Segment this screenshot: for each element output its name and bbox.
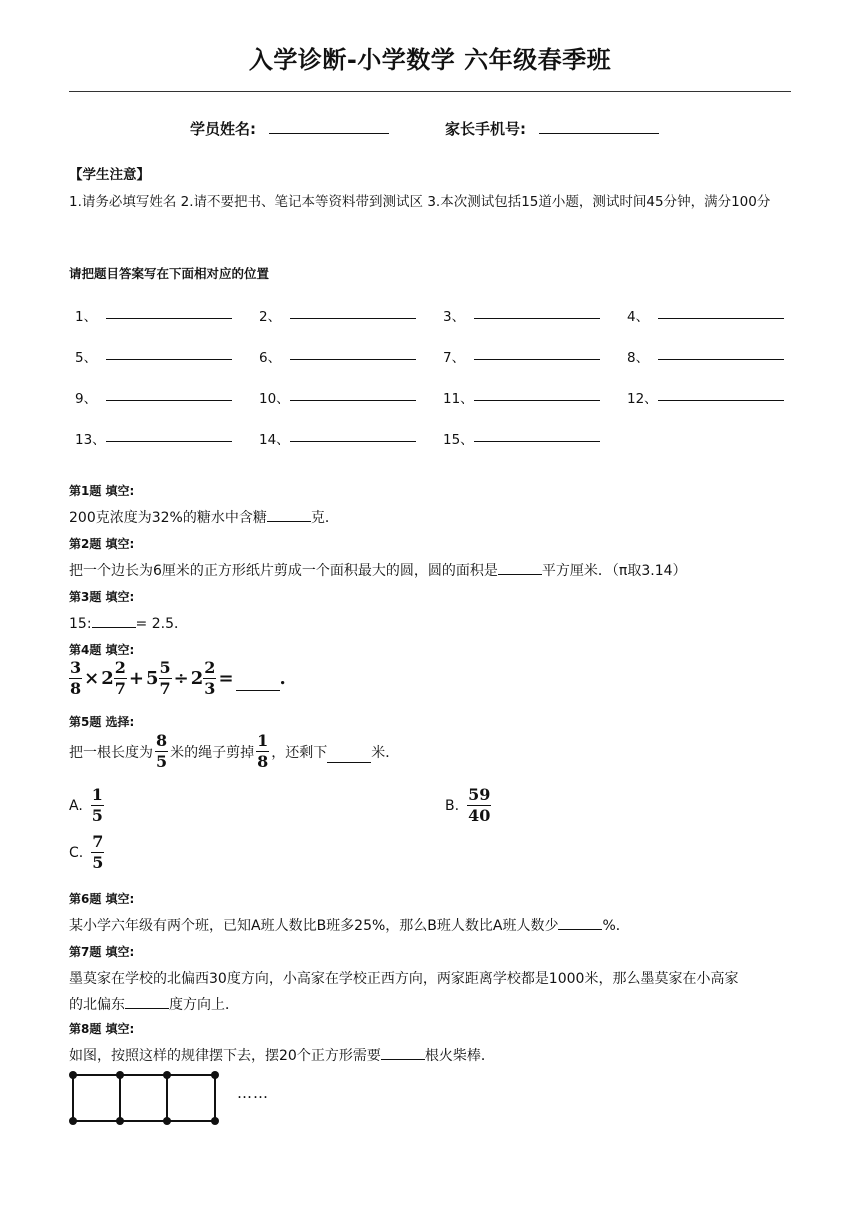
option-a[interactable] [69, 787, 104, 824]
parent-phone-field[interactable] [539, 117, 659, 134]
answer-blank[interactable] [106, 318, 232, 319]
page-title: 入学诊断-小学数学 六年级春季班 [248, 46, 612, 74]
question-text: 200克浓度为32%的糖水中含糖 [69, 510, 267, 526]
question-text: 把一个边长为6厘米的正方形纸片剪成一个面积最大的圆，圆的面积是 [69, 563, 498, 579]
fraction: $\frac{59}{40}$ [468, 785, 491, 825]
question-1-text [69, 507, 339, 527]
question-text: 平方厘米．（π取3.14） [541, 563, 687, 579]
question-2-text [69, 560, 687, 580]
question-3-heading: 第3题 填空: [69, 590, 135, 604]
question-text: = 2.5． [135, 616, 188, 632]
answer-blank[interactable] [106, 400, 232, 401]
matchstick-squares-figure [64, 1066, 234, 1130]
question-5-text [69, 733, 399, 770]
answer-blank[interactable] [474, 318, 600, 319]
question-7-line-2 [69, 994, 239, 1014]
answer-label: 3、 [443, 309, 466, 325]
answer-label: 9、 [75, 391, 98, 407]
answer-label: 4、 [627, 309, 650, 325]
question-text: %． [602, 918, 630, 934]
question-4-expression [69, 660, 286, 697]
fraction: $\frac{2}{7}$ [114, 658, 126, 698]
fraction: $\frac{1}{8}$ [257, 731, 269, 771]
question-5-heading: 第5题 选择: [69, 715, 135, 729]
equals-sign: = [218, 668, 234, 689]
fill-blank[interactable] [381, 1045, 425, 1060]
answer-label: 8、 [627, 350, 650, 366]
question-text: 15: [69, 616, 92, 632]
fill-blank[interactable] [236, 676, 280, 691]
question-8-heading: 第8题 填空: [69, 1022, 135, 1036]
question-text: ，还剩下 [271, 744, 328, 761]
answer-sheet-heading: 请把题目答案写在下面相对应的位置 [69, 266, 270, 281]
question-text: 根火柴棒． [424, 1048, 495, 1064]
fraction: $\frac{8}{5}$ [156, 731, 168, 771]
question-text: 克． [310, 510, 339, 526]
answer-blank[interactable] [106, 359, 232, 360]
plus-sign: + [128, 668, 144, 689]
answer-blank[interactable] [474, 441, 600, 442]
question-text: 米． [371, 744, 400, 761]
student-name-row [190, 117, 389, 139]
answer-label: 10、 [259, 391, 290, 407]
answer-blank[interactable] [658, 400, 784, 401]
answer-label: 15、 [443, 432, 474, 448]
question-4-heading: 第4题 填空: [69, 643, 135, 657]
title-divider [69, 91, 791, 92]
question-6-heading: 第6题 填空: [69, 892, 135, 906]
answer-blank[interactable] [290, 441, 416, 442]
option-label: C. [69, 844, 84, 861]
answer-label: 14、 [259, 432, 290, 448]
option-label: B. [445, 797, 460, 814]
answer-label: 11、 [443, 391, 474, 407]
continuation-dots: …… [237, 1084, 269, 1102]
fill-blank[interactable] [92, 613, 136, 628]
answer-label: 2、 [259, 309, 282, 325]
answer-label: 1、 [75, 309, 98, 325]
option-b[interactable] [445, 787, 491, 824]
fraction: $\frac{1}{5}$ [91, 785, 103, 825]
student-name-field[interactable] [269, 117, 389, 134]
whole-number: 5 [146, 668, 159, 689]
notice-heading: 【学生注意】 [69, 167, 150, 183]
answer-blank[interactable] [474, 400, 600, 401]
answer-label: 5、 [75, 350, 98, 366]
question-text: 度方向上． [169, 997, 239, 1013]
answer-label: 7、 [443, 350, 466, 366]
whole-number: 2 [190, 668, 204, 689]
question-3-text [69, 613, 188, 633]
answer-blank[interactable] [290, 318, 416, 319]
answer-blank[interactable] [474, 359, 600, 360]
fill-blank[interactable] [498, 560, 542, 575]
fraction: $\frac{7}{5}$ [92, 832, 104, 872]
student-name-label: 学员姓名: [190, 120, 256, 138]
answer-blank[interactable] [290, 359, 416, 360]
whole-number: 2 [101, 668, 114, 689]
answer-blank[interactable] [658, 318, 784, 319]
option-c[interactable] [69, 834, 104, 871]
fraction: $\frac{5}{7}$ [159, 658, 171, 698]
answer-label: 6、 [259, 350, 282, 366]
fill-blank[interactable] [267, 507, 311, 522]
question-8-text [69, 1045, 495, 1065]
answer-blank[interactable] [106, 441, 232, 442]
question-text: 如图，按照这样的规律摆下去，摆20个正方形需要 [69, 1048, 381, 1064]
fill-blank[interactable] [327, 748, 371, 763]
notice-text: 1.请务必填写姓名 2.请不要把书、笔记本等资料带到测试区 3.本次测试包括15道小题，测试时间45分钟，满分100分 [69, 194, 771, 210]
answer-label: 12、 [627, 391, 658, 407]
answer-blank[interactable] [290, 400, 416, 401]
question-text: 把一根长度为 [69, 744, 153, 761]
option-label: A. [69, 797, 83, 814]
question-6-text [69, 915, 630, 935]
period: . [279, 668, 286, 689]
parent-phone-label: 家长手机号: [445, 120, 526, 138]
fraction: $\frac{2}{3}$ [204, 658, 216, 698]
question-text: 的北偏东 [69, 997, 125, 1013]
times-sign: × [84, 668, 100, 689]
fraction: $\frac{3}{8}$ [70, 658, 82, 698]
question-text: 某小学六年级有两个班，已知A班人数比B班多25%，那么B班人数比A班人数少 [69, 918, 559, 934]
divide-sign: ÷ [173, 668, 189, 689]
question-7-line-1: 墨莫家在学校的北偏西30度方向，小高家在学校正西方向，两家距离学校都是1000米，那么墨莫家在小高家 [69, 971, 739, 987]
fill-blank[interactable] [125, 994, 169, 1009]
fill-blank[interactable] [558, 915, 602, 930]
question-text: 米的绳子剪掉 [170, 744, 255, 761]
question-1-heading: 第1题 填空: [69, 484, 135, 498]
answer-blank[interactable] [658, 359, 784, 360]
question-2-heading: 第2题 填空: [69, 537, 135, 551]
answer-label: 13、 [75, 432, 106, 448]
question-7-heading: 第7题 填空: [69, 945, 135, 959]
parent-phone-row [445, 117, 659, 139]
